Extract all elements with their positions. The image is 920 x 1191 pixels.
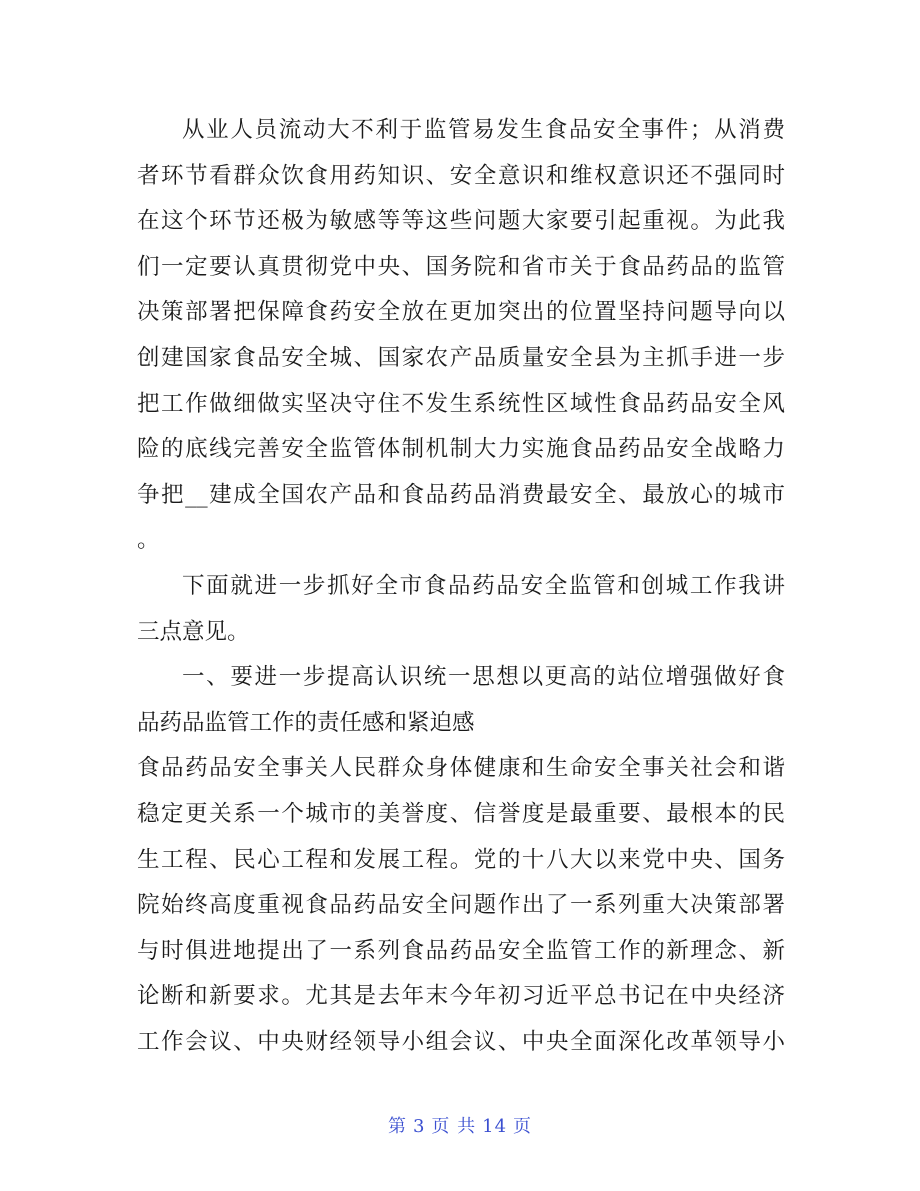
text-line: 在这个环节还极为敏感等等这些问题大家要引起重视。为此我 [137,208,785,235]
text-line: 争把__建成全国农产品和食品药品消费最安全、最放心的城市 [137,481,785,508]
text-line: 品药品监管工作的责任感和紧迫感 [137,709,475,736]
footer-current-page: 3 [412,1116,426,1137]
footer-total-pages: 14 [482,1116,508,1137]
text-line: 下面就进一步抓好全市食品药品安全监管和创城工作我讲 [182,572,785,599]
text-line: 与时俱进地提出了一系列食品药品安全监管工作的新理念、新 [137,937,785,964]
text-line: 。 [137,527,160,554]
footer-middle: 页 共 [431,1116,477,1137]
text-line: 稳定更关系一个城市的美誉度、信誉度是最重要、最根本的民 [137,800,785,827]
text-line: 三点意见。 [137,618,250,645]
footer-suffix: 页 [513,1116,533,1137]
document-body [137,108,785,1065]
text-line: 院始终高度重视食品药品安全问题作出了一系列重大决策部署 [137,892,785,919]
text-line: 者环节看群众饮食用药知识、安全意识和维权意识还不强同时 [137,162,785,189]
text-line: 把工作做细做实坚决守住不发生系统性区域性食品药品安全风 [137,390,785,417]
text-line: 从业人员流动大不利于监管易发生食品安全事件；从消费 [182,117,785,143]
text-line: 论断和新要求。尤其是去年末今年初习近平总书记在中央经济 [137,983,785,1010]
text-line: 工作会议、中央财经领导小组会议、中央全面深化改革领导小 [137,1028,785,1055]
text-line: 一、要进一步提高认识统一思想以更高的站位增强做好食 [182,664,785,691]
text-line: 们一定要认真贯彻党中央、国务院和省市关于食品药品的监管 [137,253,785,280]
text-line: 决策部署把保障食药安全放在更加突出的位置坚持问题导向以 [137,299,785,326]
text-line: 险的底线完善安全监管体制机制大力实施食品药品安全战略力 [137,436,785,463]
footer-prefix: 第 [387,1116,407,1137]
text-line: 食品药品安全事关人民群众身体健康和生命安全事关社会和谐 [137,755,785,782]
text-line: 生工程、民心工程和发展工程。党的十八大以来党中央、国务 [137,846,785,873]
page-footer [0,1112,920,1138]
text-line: 创建国家食品安全城、国家农产品质量安全县为主抓手进一步 [137,344,785,371]
